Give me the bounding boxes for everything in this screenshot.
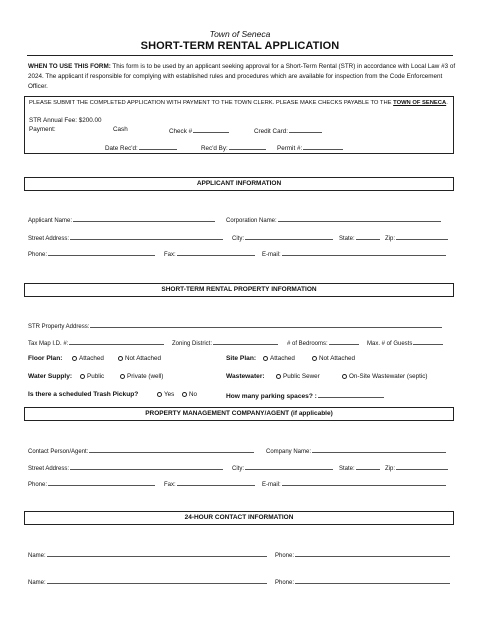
management-phone-label: Phone: [28, 482, 48, 488]
bedrooms-field[interactable] [287, 338, 359, 347]
max-guests-label: Max. # of Guests [367, 341, 413, 347]
check-label: Check # [169, 128, 193, 135]
management-city-label: City: [232, 466, 244, 472]
received-by-field[interactable] [201, 143, 266, 152]
water-private-label: Private (well) [127, 373, 164, 380]
payee-end: . [446, 100, 448, 106]
applicant-fax-label: Fax: [164, 252, 176, 258]
wastewater-public-radio[interactable] [276, 373, 320, 380]
intro-lead: WHEN TO USE THIS FORM: [28, 63, 111, 70]
wastewater-onsite-radio[interactable] [342, 373, 428, 380]
property-address-label: STR Property Address: [28, 324, 90, 330]
trash-yes-label: Yes [164, 391, 175, 398]
applicant-phone-label: Phone: [28, 252, 48, 258]
radio-circle [118, 356, 123, 361]
contact-person-field[interactable] [28, 446, 254, 455]
floor-plan-attached-label: Attached [79, 355, 104, 362]
site-plan-attached-label: Attached [270, 355, 295, 362]
company-name-field[interactable] [266, 446, 446, 455]
applicant-fax-field[interactable] [164, 249, 255, 258]
company-name-label: Company Name: [266, 449, 312, 455]
received-by-label: Rec'd By: [201, 145, 228, 152]
applicant-street-field[interactable] [28, 233, 223, 242]
site-plan-label: Site Plan: [226, 355, 257, 362]
office-use-box [24, 96, 454, 154]
contact2-phone-label: Phone: [275, 580, 295, 586]
contact-person-label: Contact Person/Agent: [28, 449, 89, 455]
management-street-field[interactable] [28, 463, 223, 472]
title-rule [27, 55, 453, 56]
management-section-header: PROPERTY MANAGEMENT COMPANY/AGENT (if applicable) [24, 407, 454, 421]
check-field[interactable] [169, 126, 229, 135]
water-supply-label: Water Supply: [28, 373, 73, 380]
applicant-email-label: E-mail: [262, 252, 281, 258]
applicant-city-field[interactable] [232, 233, 333, 242]
applicant-zip-field[interactable] [385, 233, 448, 242]
contact1-phone-label: Phone: [275, 553, 295, 559]
date-received-field[interactable] [105, 143, 177, 152]
site-plan-attached-radio[interactable] [263, 355, 295, 362]
credit-card-label: Credit Card: [254, 128, 288, 135]
radio-circle [120, 374, 125, 379]
management-zip-field[interactable] [385, 463, 448, 472]
payment-label: Payment: [29, 126, 56, 133]
permit-field[interactable] [277, 143, 343, 152]
contact1-phone-field[interactable] [275, 550, 450, 559]
fee-label: STR Annual Fee: $200.00 [29, 117, 102, 124]
applicant-state-field[interactable] [339, 233, 380, 242]
applicant-section-header: APPLICANT INFORMATION [24, 177, 454, 191]
corporation-name-label: Corporation Name: [226, 218, 277, 224]
management-street-label: Street Address: [28, 466, 70, 472]
applicant-email-field[interactable] [262, 249, 446, 258]
contact1-name-label: Name: [28, 553, 46, 559]
radio-circle [263, 356, 268, 361]
management-email-field[interactable] [262, 479, 446, 488]
trash-no-radio[interactable] [182, 391, 197, 398]
radio-circle [72, 356, 77, 361]
tax-map-field[interactable] [28, 338, 164, 347]
applicant-state-label: State: [339, 236, 355, 242]
management-email-label: E-mail: [262, 482, 281, 488]
wastewater-onsite-label: On-Site Wastewater (septic) [349, 373, 428, 380]
floor-plan-not-attached-radio[interactable] [118, 355, 161, 362]
cash-label: Cash [113, 126, 128, 133]
radio-circle [157, 392, 162, 397]
applicant-name-label: Applicant Name: [28, 218, 73, 224]
bedrooms-label: # of Bedrooms: [287, 341, 328, 347]
site-plan-not-attached-label: Not Attached [319, 355, 356, 362]
contact2-phone-field[interactable] [275, 577, 450, 586]
floor-plan-label: Floor Plan: [28, 355, 63, 362]
applicant-city-label: City: [232, 236, 244, 242]
water-public-label: Public [87, 373, 105, 380]
floor-plan-attached-radio[interactable] [72, 355, 104, 362]
wastewater-public-label: Public Sewer [283, 373, 320, 380]
radio-circle [312, 356, 317, 361]
radio-circle [276, 374, 281, 379]
submit-text: PLEASE SUBMIT THE COMPLETED APPLICATION WITH PAYMENT TO THE TOWN CLERK. PLEASE MAKE CHECKS PAYABLE TO THE [29, 100, 392, 106]
management-phone-field[interactable] [28, 479, 155, 488]
tax-map-label: Tax Map I.D. #: [28, 341, 69, 347]
submit-instructions [29, 100, 448, 106]
form-title: SHORT-TERM RENTAL APPLICATION [140, 40, 340, 52]
floor-plan-not-attached-label: Not Attached [125, 355, 162, 362]
town-name: Town of Seneca [209, 29, 271, 39]
property-address-field[interactable] [28, 321, 442, 330]
applicant-zip-label: Zip: [385, 236, 396, 242]
contact2-name-label: Name: [28, 580, 46, 586]
management-city-field[interactable] [232, 463, 333, 472]
max-guests-field[interactable] [367, 338, 443, 347]
permit-label: Permit #: [277, 145, 303, 152]
management-state-label: State: [339, 466, 355, 472]
water-public-radio[interactable] [80, 373, 104, 380]
applicant-street-label: Street Address: [28, 236, 70, 242]
water-private-radio[interactable] [120, 373, 163, 380]
parking-spaces-field[interactable] [226, 391, 384, 400]
management-zip-label: Zip: [385, 466, 396, 472]
applicant-phone-field[interactable] [28, 249, 155, 258]
management-fax-label: Fax: [164, 482, 176, 488]
zoning-district-field[interactable] [172, 338, 278, 347]
corporation-name-field[interactable] [226, 215, 441, 224]
management-state-field[interactable] [339, 463, 380, 472]
contact2-name-field[interactable] [28, 577, 267, 586]
radio-circle [80, 374, 85, 379]
payee-name: TOWN OF SENECA [393, 100, 447, 106]
date-received-label: Date Rec'd: [105, 145, 138, 152]
property-section-header: SHORT-TERM RENTAL PROPERTY INFORMATION [24, 283, 454, 297]
trash-no-label: No [189, 391, 198, 398]
credit-card-field[interactable] [254, 126, 322, 135]
radio-circle [182, 392, 187, 397]
wastewater-label: Wastewater: [226, 373, 265, 380]
parking-spaces-label: How many parking spaces? : [226, 393, 317, 400]
intro-paragraph [28, 62, 456, 92]
management-fax-field[interactable] [164, 479, 255, 488]
applicant-name-field[interactable] [28, 215, 215, 224]
trash-pickup-label: Is there a scheduled Trash Pickup? [28, 391, 139, 398]
intro-text: This form is to be used by an applicant seeking approval for a Short-Term Rental (STR) in accordance with Local Law #3 of 2024. The applicant if responsible for complying with established rules and procedures which are available for inspection from the Code Enforcement Officer. [28, 63, 456, 90]
radio-circle [342, 374, 347, 379]
zoning-district-label: Zoning District: [172, 341, 213, 347]
site-plan-not-attached-radio[interactable] [312, 355, 355, 362]
contact1-name-field[interactable] [28, 550, 267, 559]
trash-yes-radio[interactable] [157, 391, 174, 398]
contact24-section-header: 24-HOUR CONTACT INFORMATION [24, 511, 454, 525]
